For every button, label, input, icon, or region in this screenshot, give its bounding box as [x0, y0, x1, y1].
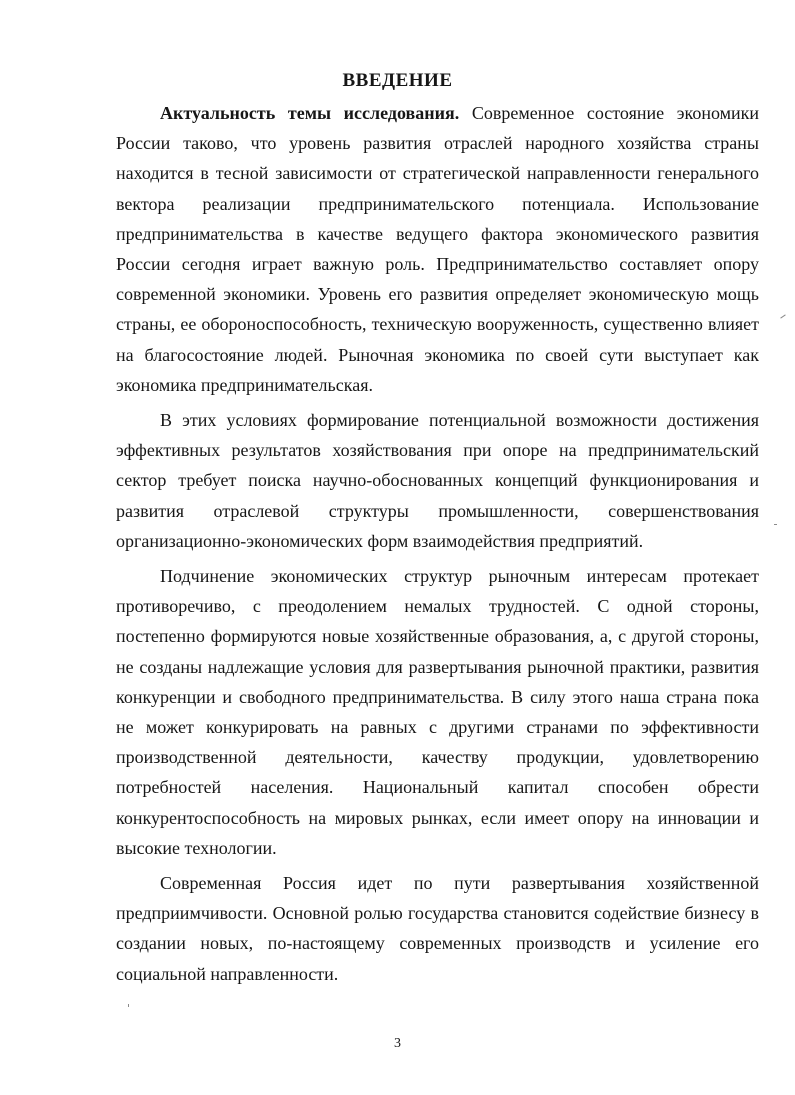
body-text [116, 98, 759, 989]
paragraph-text: В этих условиях формирование потенциальной возможности достижения эффективных результатов хозяйствования при опоре на предпринимательский сектор требует поиска научно-обоснованных концепций функционирования и развития отраслевой структуры промышленности, совершенствования организационно-экономических форм взаимодействия предприятий. [116, 410, 759, 551]
scan-artifact-mark [780, 314, 785, 318]
paragraph-lead: Актуальность темы исследования. [160, 103, 460, 123]
paragraph-conditions [116, 405, 759, 556]
paragraph-text: Современная Россия идет по пути развертывания хозяйственной предприимчивости. Основной ролью государства становится содействие бизнесу в создании новых, по-настоящему современных производств и усиление его социальной направленности. [116, 873, 759, 984]
paragraph-modern-russia [116, 868, 759, 989]
paragraph-market-structures [116, 561, 759, 863]
paragraph-text: Подчинение экономических структур рыночным интересам протекает противоречиво, с преодолением немалых трудностей. С одной стороны, постепенно формируются новые хозяйственные образования, а, с другой стороны, не созданы надлежащие условия для развертывания рыночной практики, развития конкуренции и свободного предпринимательства. В силу этого наша страна пока не может конкурировать на равных с другими странами по эффективности производственной деятельности, качеству продукции, удовлетворению потребностей населения. Национальный капитал способен обрести конкурентоспособность на мировых рынках, если имеет опору на инновации и высокие технологии. [116, 566, 759, 858]
section-heading: ВВЕДЕНИЕ [342, 70, 453, 91]
paragraph-relevance [116, 98, 759, 400]
page-number: 3 [394, 1036, 401, 1051]
paragraph-text: Современное состояние экономики России таково, что уровень развития отраслей народного хозяйства страны находится в тесной зависимости от стратегической направленности генерального вектора реализации предпринимательского потенциала. Использование предпринимательства в качестве ведущего фактора экономического развития России сегодня играет важную роль. Предпринимательство составляет опору современной экономики. Уровень его развития определяет экономическую мощь страны, ее обороноспособность, техническую вооруженность, существенно влияет на благосостояние людей. Рыночная экономика по своей сути выступает как экономика предпринимательская. [116, 103, 760, 395]
scan-artifact-mark [128, 1004, 129, 1007]
scan-artifact-mark [774, 524, 777, 525]
